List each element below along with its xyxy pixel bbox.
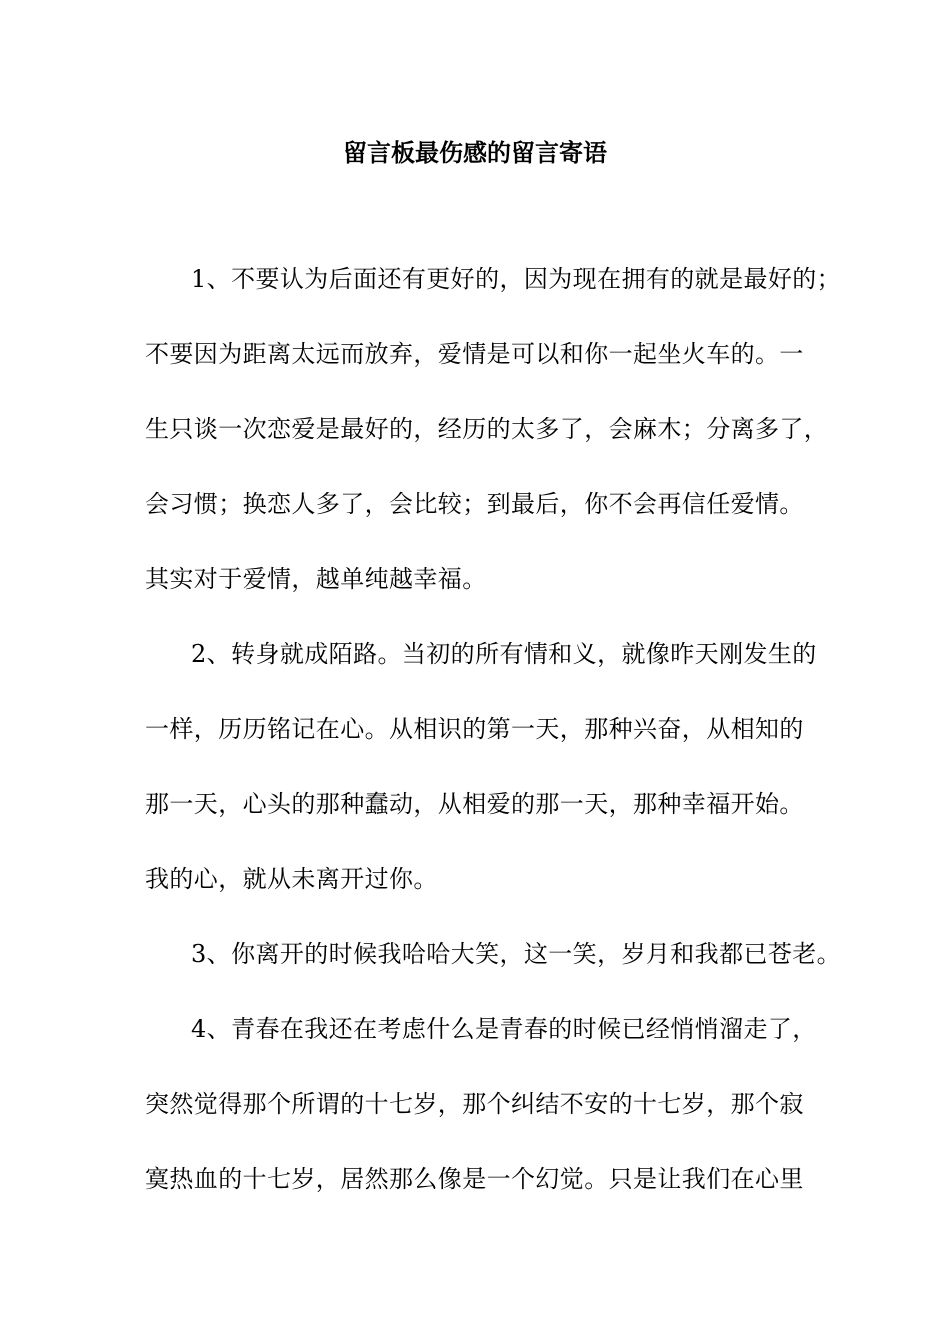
paragraph-2-line-2: 一样，历历铭记在心。从相识的第一天，那种兴奋，从相知的 xyxy=(145,715,804,743)
paragraph-4-line-1: 4、青春在我还在考虑什么是青春的时候已经悄悄溜走了， xyxy=(191,1015,817,1043)
paragraph-1-line-2: 不要因为距离太远而放弃，爱情是可以和你一起坐火车的。一 xyxy=(145,340,804,368)
paragraph-3-line-1: 3、你离开的时候我哈哈大笑，这一笑，岁月和我都已苍老。 xyxy=(191,940,842,968)
paragraph-2-line-1: 2、转身就成陌路。当初的所有情和义，就像昨天刚发生的 xyxy=(191,640,817,668)
paragraph-1-line-4: 会习惯；换恋人多了，会比较；到最后，你不会再信任爱情。 xyxy=(145,490,804,518)
paragraph-2-line-3: 那一天，心头的那种蠢动，从相爱的那一天，那种幸福开始。 xyxy=(145,790,804,818)
paragraph-1-line-1: 1、不要认为后面还有更好的，因为现在拥有的就是最好的； xyxy=(191,265,842,293)
paragraph-4-line-3: 寞热血的十七岁，居然那么像是一个幻觉。只是让我们在心里 xyxy=(145,1165,804,1193)
paragraph-1-line-3: 生只谈一次恋爱是最好的，经历的太多了，会麻木；分离多了， xyxy=(145,415,829,443)
paragraph-2-line-4: 我的心，就从未离开过你。 xyxy=(145,865,438,893)
document-title: 留言板最伤感的留言寄语 xyxy=(343,138,607,167)
paragraph-4-line-2: 突然觉得那个所谓的十七岁，那个纠结不安的十七岁，那个寂 xyxy=(145,1090,804,1118)
paragraph-1-line-5: 其实对于爱情，越单纯越幸福。 xyxy=(145,565,487,593)
